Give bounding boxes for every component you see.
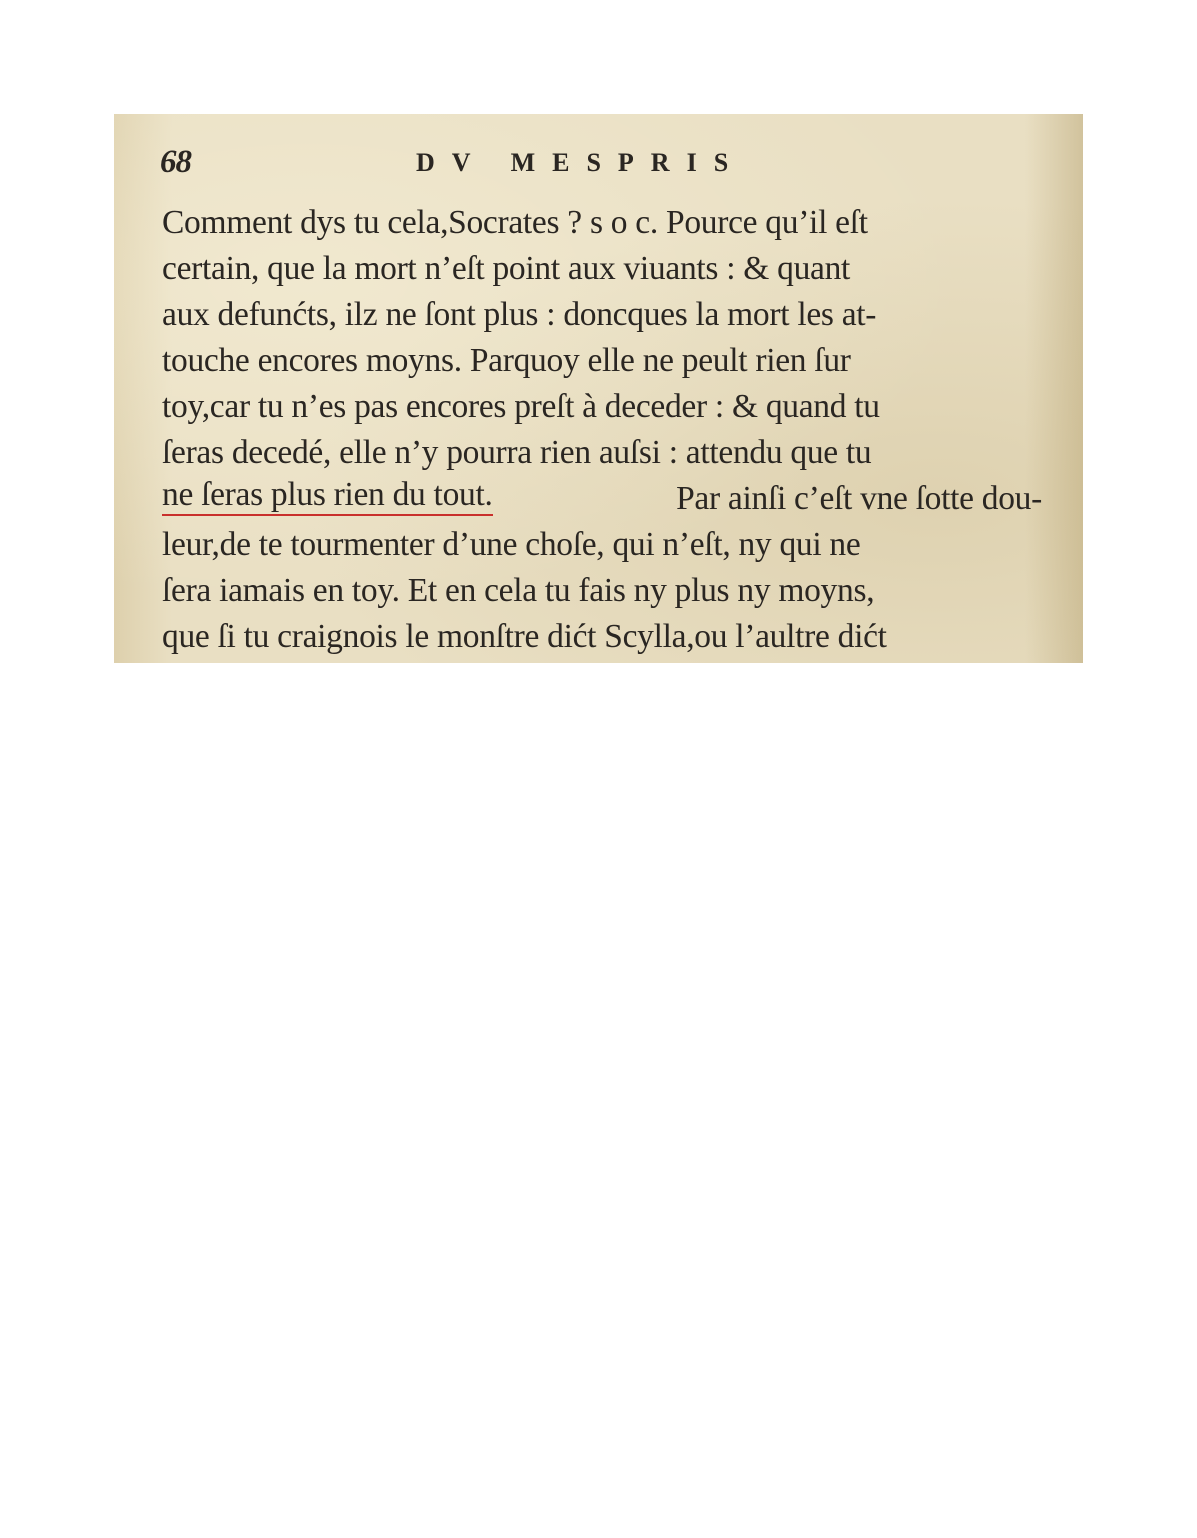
text-line-with-underline — [162, 476, 1042, 522]
text-line: touche encores moyns. Parquoy elle ne peult rien ſur — [162, 342, 851, 379]
text-line: leur,de te tourmenter d’une choſe, qui n’eſt, ny qui ne — [162, 526, 861, 563]
running-head — [160, 144, 1060, 184]
text-line: ſeras decedé, elle n’y pourra rien auſsi : attendu que tu — [162, 434, 872, 471]
text-line: toy,car tu n’es pas encores preſt à deceder : & quand tu — [162, 388, 880, 425]
underlined-phrase: ne ſeras plus rien du tout. — [162, 476, 493, 516]
header-title: DV MESPRIS — [416, 148, 746, 177]
text-line: aux defunćts, ilz ne ſont plus : doncques la mort les at- — [162, 296, 877, 333]
page-number: 68 — [160, 144, 191, 180]
text-line: certain, que la mort n’eſt point aux viuants : & quant — [162, 250, 851, 287]
body-text — [162, 200, 1042, 654]
scanned-page — [114, 114, 1083, 663]
text-line: que ſi tu craignois le monſtre dićt Scylla,ou l’aultre dićt — [162, 618, 887, 655]
text-line: ſera iamais en toy. Et en cela tu fais ny plus ny moyns, — [162, 572, 875, 609]
text-line-remainder: Par ainſi c’eſt vne ſotte dou- — [676, 480, 1042, 517]
text-line: Comment dys tu cela,Socrates ? s o c. Pource qu’il eſt — [162, 204, 868, 241]
